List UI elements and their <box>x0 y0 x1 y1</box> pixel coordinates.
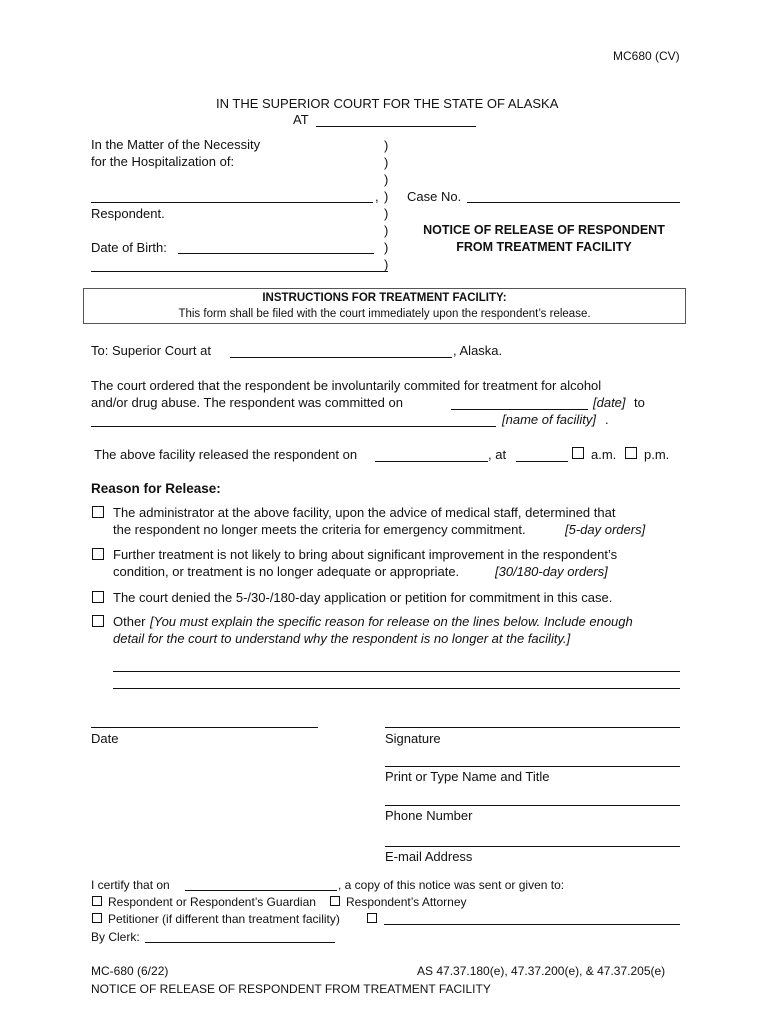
reason-option-4-label: Other <box>113 614 146 629</box>
form-code-top: MC680 (CV) <box>613 49 680 63</box>
facility-hint: [name of facility] <box>502 412 596 427</box>
clerk-field[interactable] <box>145 942 335 943</box>
reason-option-2-hint: [30/180-day orders] <box>495 564 608 579</box>
signature-field[interactable] <box>385 727 680 728</box>
phone-label: Phone Number <box>385 808 473 823</box>
date-label: Date <box>91 731 119 746</box>
caption-paren: ) <box>384 223 389 238</box>
reason-option-1-hint: [5-day orders] <box>565 522 646 537</box>
reason-option-3-checkbox[interactable] <box>92 591 104 603</box>
certify-guardian-label: Respondent or Respondent’s Guardian <box>108 895 316 909</box>
reason-option-2-line-2: condition, or treatment is no longer adequate or appropriate. <box>113 564 460 579</box>
date-signed-field[interactable] <box>91 727 318 728</box>
released-prefix: The above facility released the respondent on <box>94 447 358 462</box>
signature-label: Signature <box>385 731 441 746</box>
instructions-text: This form shall be filed with the court immediately upon the respondent’s release. <box>178 308 591 320</box>
respondent-name-comma: , <box>375 189 379 204</box>
am-checkbox[interactable] <box>572 447 584 459</box>
matter-line-1: In the Matter of the Necessity <box>91 137 261 152</box>
am-label: a.m. <box>591 447 617 462</box>
superior-court-location-field[interactable] <box>230 357 452 358</box>
email-field[interactable] <box>385 846 680 847</box>
document-title-line-1: NOTICE OF RELEASE OF RESPONDENT <box>423 223 665 237</box>
certify-attorney-checkbox[interactable] <box>330 896 340 906</box>
other-reason-line-2[interactable] <box>113 688 680 689</box>
certify-guardian-checkbox[interactable] <box>92 896 102 906</box>
dob-field[interactable] <box>178 253 374 254</box>
caption-bottom-line <box>91 271 388 272</box>
case-no-field[interactable] <box>467 202 680 203</box>
certify-attorney-label: Respondent’s Attorney <box>346 895 467 909</box>
reason-option-1-line-1: The administrator at the above facility, upon the advice of medical staff, determined that <box>113 505 616 520</box>
reason-option-1-line-2: the respondent no longer meets the criteria for emergency commitment. <box>113 522 526 537</box>
reason-option-4-checkbox[interactable] <box>92 615 104 627</box>
certify-date-field[interactable] <box>185 890 337 891</box>
reason-option-4-hint-line-1: [You must explain the specific reason for release on the lines below. Include enough <box>150 614 633 629</box>
reason-heading: Reason for Release: <box>91 481 221 496</box>
reason-option-2-line-1: Further treatment is not likely to bring about significant improvement in the respondent’s <box>113 547 618 562</box>
reason-option-2-checkbox[interactable] <box>92 548 104 560</box>
caption-paren: ) <box>384 138 389 153</box>
court-location-label: AT <box>293 112 309 127</box>
ordered-to-word: to <box>634 395 645 410</box>
release-time-field[interactable] <box>516 461 568 462</box>
certify-petitioner-checkbox[interactable] <box>92 913 102 923</box>
caption-paren: ) <box>384 257 389 272</box>
respondent-name-field[interactable] <box>91 202 373 203</box>
case-no-label: Case No. <box>407 189 462 204</box>
caption-paren: ) <box>384 206 389 221</box>
facility-name-field[interactable] <box>91 426 496 427</box>
caption-paren: ) <box>384 155 389 170</box>
caption-paren: ) <box>384 189 389 204</box>
court-heading: IN THE SUPERIOR COURT FOR THE STATE OF ALASKA <box>216 96 559 111</box>
certify-other-checkbox[interactable] <box>367 913 377 923</box>
other-reason-line-1[interactable] <box>113 671 680 672</box>
release-date-field[interactable] <box>375 461 488 462</box>
matter-line-2: for the Hospitalization of: <box>91 154 235 169</box>
print-name-field[interactable] <box>385 766 680 767</box>
ordered-line-2: and/or drug abuse. The respondent was committed on <box>91 395 403 410</box>
print-name-label: Print or Type Name and Title <box>385 769 550 784</box>
certify-other-field[interactable] <box>384 924 680 925</box>
email-label: E-mail Address <box>385 849 473 864</box>
date-hint: [date] <box>593 395 626 410</box>
respondent-label: Respondent. <box>91 206 165 221</box>
pm-checkbox[interactable] <box>625 447 637 459</box>
certify-petitioner-label: Petitioner (if different than treatment facility) <box>108 912 340 926</box>
certify-suffix: , a copy of this notice was sent or given to: <box>338 878 565 892</box>
to-line-prefix: To: Superior Court at <box>91 343 211 358</box>
phone-field[interactable] <box>385 805 680 806</box>
reason-option-3: The court denied the 5-/30-/180-day application or petition for commitment in this case. <box>113 590 613 605</box>
footer-statutes: AS 47.37.180(e), 47.37.200(e), & 47.37.205(e) <box>417 964 666 978</box>
dob-label: Date of Birth: <box>91 240 167 255</box>
instructions-box <box>83 288 686 324</box>
released-at-word: , at <box>488 447 507 462</box>
footer-title: NOTICE OF RELEASE OF RESPONDENT FROM TREATMENT FACILITY <box>91 982 491 996</box>
caption-paren: ) <box>384 172 389 187</box>
clerk-label: By Clerk: <box>91 930 140 944</box>
certify-prefix: I certify that on <box>91 878 170 892</box>
pm-label: p.m. <box>644 447 670 462</box>
footer-form-code: MC-680 (6/22) <box>91 964 169 978</box>
instructions-heading: INSTRUCTIONS FOR TREATMENT FACILITY: <box>262 292 507 304</box>
reason-option-4-hint-line-2: detail for the court to understand why the respondent is no longer at the facility.] <box>113 631 571 646</box>
to-line-suffix: , Alaska. <box>453 343 503 358</box>
reason-option-1-checkbox[interactable] <box>92 506 104 518</box>
caption-paren: ) <box>384 240 389 255</box>
court-location-field[interactable] <box>316 126 476 127</box>
facility-hint-period: . <box>605 412 609 427</box>
document-title-line-2: FROM TREATMENT FACILITY <box>456 240 632 254</box>
commitment-date-field[interactable] <box>451 409 588 410</box>
ordered-line-1: The court ordered that the respondent be involuntarily commited for treatment for alcohol <box>91 378 602 393</box>
